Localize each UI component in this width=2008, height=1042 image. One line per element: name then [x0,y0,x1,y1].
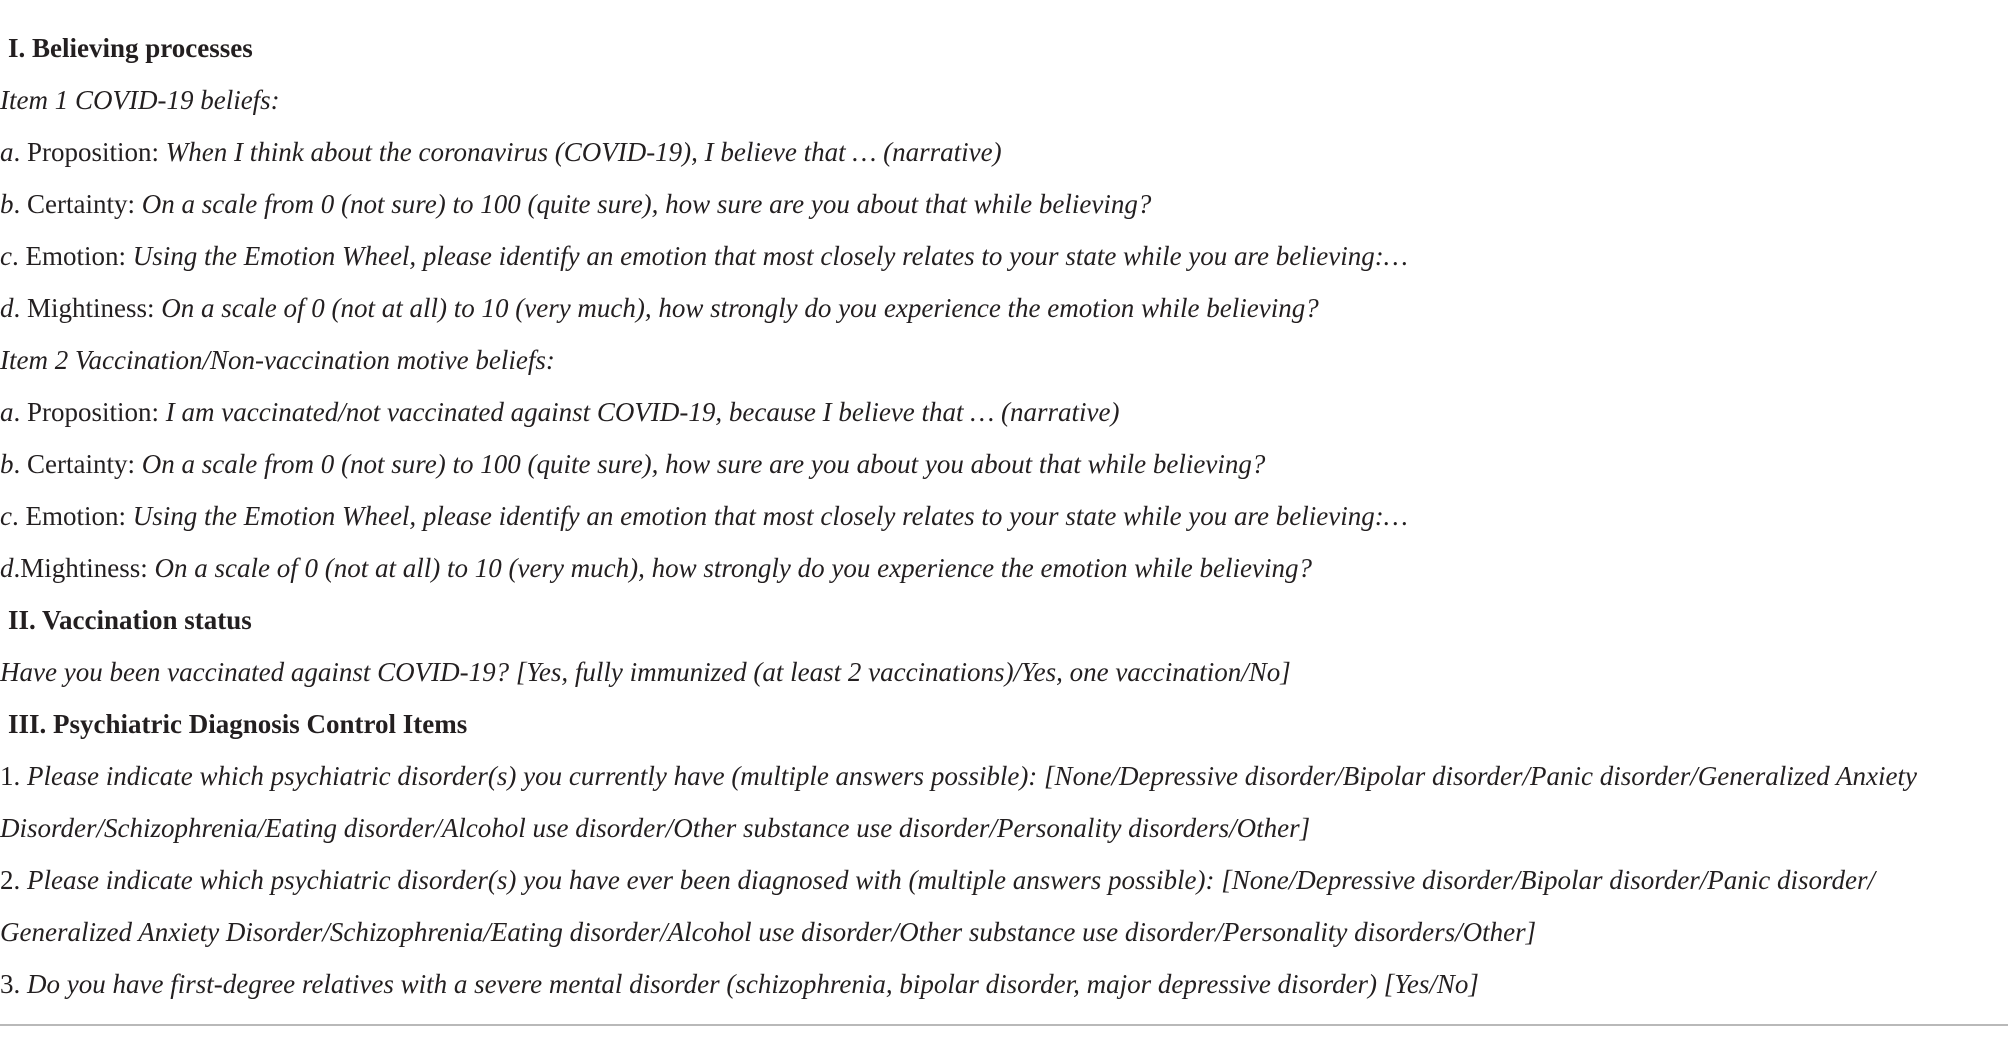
section-title-psychiatric-diagnosis: III. Psychiatric Diagnosis Control Items [8,709,468,739]
item-text: On a scale from 0 (not sure) to 100 (quite sure), how sure are you about that while believing? [141,189,1152,219]
item-text: On a scale of 0 (not at all) to 10 (very much), how strongly do you experience the emotion while believing? [161,293,1319,323]
section-title-vaccination-status: II. Vaccination status [8,605,252,635]
item1-mightiness [0,292,1319,324]
psychiatric-question-1 [0,760,1917,792]
item-label: . Certainty: [13,189,142,219]
item-letter: b [0,189,14,219]
item2-emotion [0,500,1408,532]
item-text: When I think about the coronavirus (COVID-19), I believe that … (narrative) [165,137,1002,167]
item1-heading: Item 1 COVID-19 beliefs: [0,85,280,115]
question-number: 3. [0,969,27,999]
psychiatric-question-2 [0,864,1875,896]
item-label: . Mightiness: [13,293,162,323]
item-letter: a [0,397,14,427]
item1-certainty [0,188,1151,220]
section-title-believing-processes: I. Believing processes [8,33,253,63]
question-text: Do you have first-degree relatives with a severe mental disorder (schizophrenia, bipolar disorder, major depressive disorder) [Yes/No] [27,969,1479,999]
item-letter: d [0,293,14,323]
question-number: 2. [0,865,27,895]
item-label: .Mightiness: [13,553,155,583]
item2-heading: Item 2 Vaccination/Non-vaccination motive beliefs: [0,345,555,375]
psychiatric-question-1-continued: Disorder/Schizophrenia/Eating disorder/Alcohol use disorder/Other substance use disorder/Personality disorders/Other] [0,813,1311,843]
item-text: I am vaccinated/not vaccinated against COVID-19, because I believe that … (narrative) [165,397,1120,427]
item1-emotion [0,240,1408,272]
item2-proposition [0,396,1120,428]
psychiatric-question-3 [0,968,1479,1000]
item-letter: c [0,241,12,271]
bottom-divider [0,1024,2008,1026]
item-label: . Proposition: [13,397,166,427]
item-text: Using the Emotion Wheel, please identify an emotion that most closely relates to your state while you are believing:… [132,501,1408,531]
vaccination-question: Have you been vaccinated against COVID-19? [Yes, fully immunized (at least 2 vaccinations)/Yes, one vaccination/No] [0,657,1291,687]
item-text: Using the Emotion Wheel, please identify an emotion that most closely relates to your state while you are believing:… [132,241,1408,271]
item-letter: c [0,501,12,531]
psychiatric-question-2-continued: Generalized Anxiety Disorder/Schizophrenia/Eating disorder/Alcohol use disorder/Other substance use disorder/Personality disorders/Other] [0,917,1537,947]
item1-proposition [0,136,1002,168]
item2-mightiness [0,552,1312,584]
question-text: Please indicate which psychiatric disorder(s) you have ever been diagnosed with (multiple answers possible): [None/Depressive disorder/Bipolar disorder/Panic disorder/ [27,865,1875,895]
item-label: . Emotion: [11,501,133,531]
item-label: . Proposition: [13,137,166,167]
question-number: 1. [0,761,27,791]
item-label: . Emotion: [11,241,133,271]
item-text: On a scale from 0 (not sure) to 100 (quite sure), how sure are you about you about that while believing? [141,449,1266,479]
item-letter: d [0,553,14,583]
item-letter: a [0,137,14,167]
question-text: Please indicate which psychiatric disorder(s) you currently have (multiple answers possible): [None/Depressive disorder/Bipolar disorder/Panic disorder/Generalized Anxiety [27,761,1917,791]
item-label: . Certainty: [13,449,142,479]
item2-certainty [0,448,1265,480]
item-letter: b [0,449,14,479]
item-text: On a scale of 0 (not at all) to 10 (very much), how strongly do you experience the emotion while believing? [154,553,1312,583]
